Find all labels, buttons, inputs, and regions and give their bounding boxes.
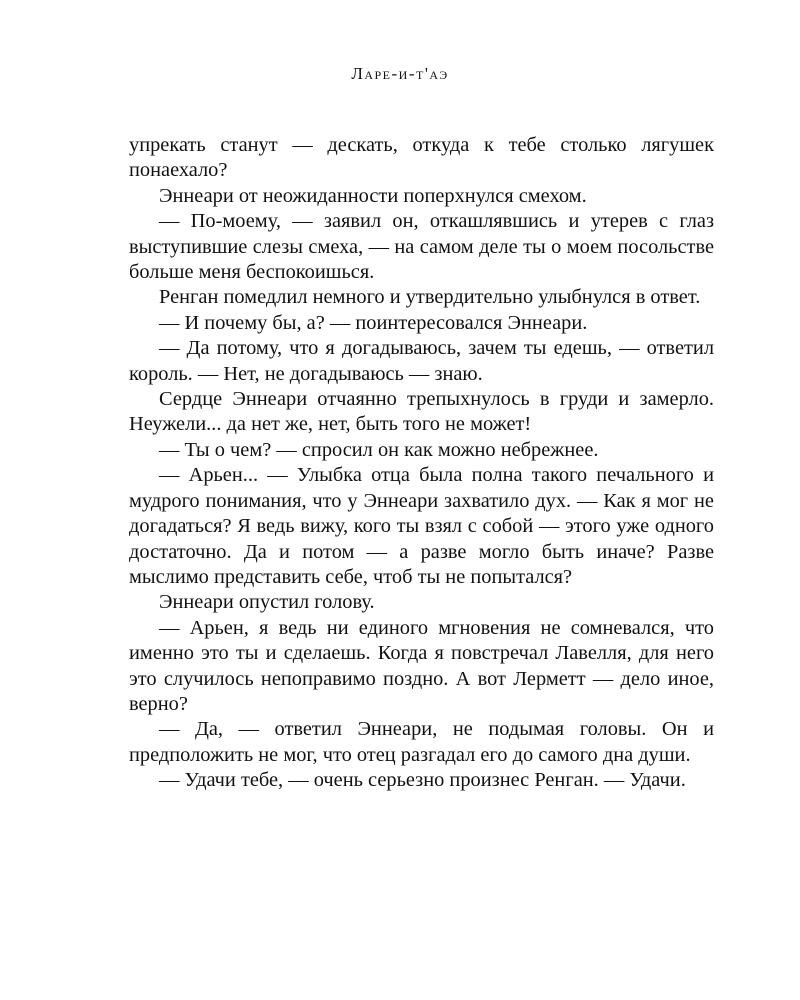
paragraph: — Удачи тебе, — очень серьезно произнес Ренган. — Удачи. <box>159 769 686 792</box>
paragraph: Эннеари опустил голову. <box>159 591 375 614</box>
paragraph: — Ты о чем? — спросил он как можно небрежнее. <box>159 438 599 461</box>
paragraph: Сердце Эннеари отчаянно трепыхнулось в груди и замерло. Неужели... да нет же, нет, быть того не может! <box>129 388 714 436</box>
paragraph: — Арьен, я ведь ни единого мгновения не сомневался, что именно это ты и сделаешь. Когда я повстречал Лавелля, для него это случилось непоправимо поздно. А вот Лерметт — дело иное, верно? <box>129 616 714 715</box>
paragraph: — И почему бы, а? — поинтересовался Эннеари. <box>159 311 588 334</box>
paragraph: — Да, — ответил Эннеари, не подымая головы. Он и предположить не мог, что отец разгадал его до самого дна души. <box>129 718 714 766</box>
paragraph: — Арьен... — Улыбка отца была полна такого печального и мудрого понимания, что у Эннеари захватило дух. — Как я мог не догадаться? Я ведь вижу, кого ты взял с собой — этого уже одного достаточно. Да и потом — а разве могло быть иначе? Разве мыслимо представить себе, чтоб ты не попытался? <box>129 464 714 588</box>
paragraph: Ренган помедлил немного и утвердительно улыбнулся в ответ. <box>159 286 701 309</box>
paragraph: Эннеари от неожиданности поперхнулся смехом. <box>159 184 587 207</box>
paragraph: — Да потому, что я догадываюсь, зачем ты едешь, — ответил король. — Нет, не догадываюсь — знаю. <box>129 337 714 385</box>
paragraph: упрекать станут — дескать, откуда к тебе столько лягушек понаехало? <box>129 134 714 182</box>
paragraph: — По-моему, — заявил он, откашлявшись и утерев с глаз выступившие слезы смеха, — на самом деле ты о моем посольстве больше меня беспокоишься. <box>129 210 714 284</box>
body-text <box>129 133 714 794</box>
running-head: Ларе-и-т'аэ <box>351 64 449 83</box>
